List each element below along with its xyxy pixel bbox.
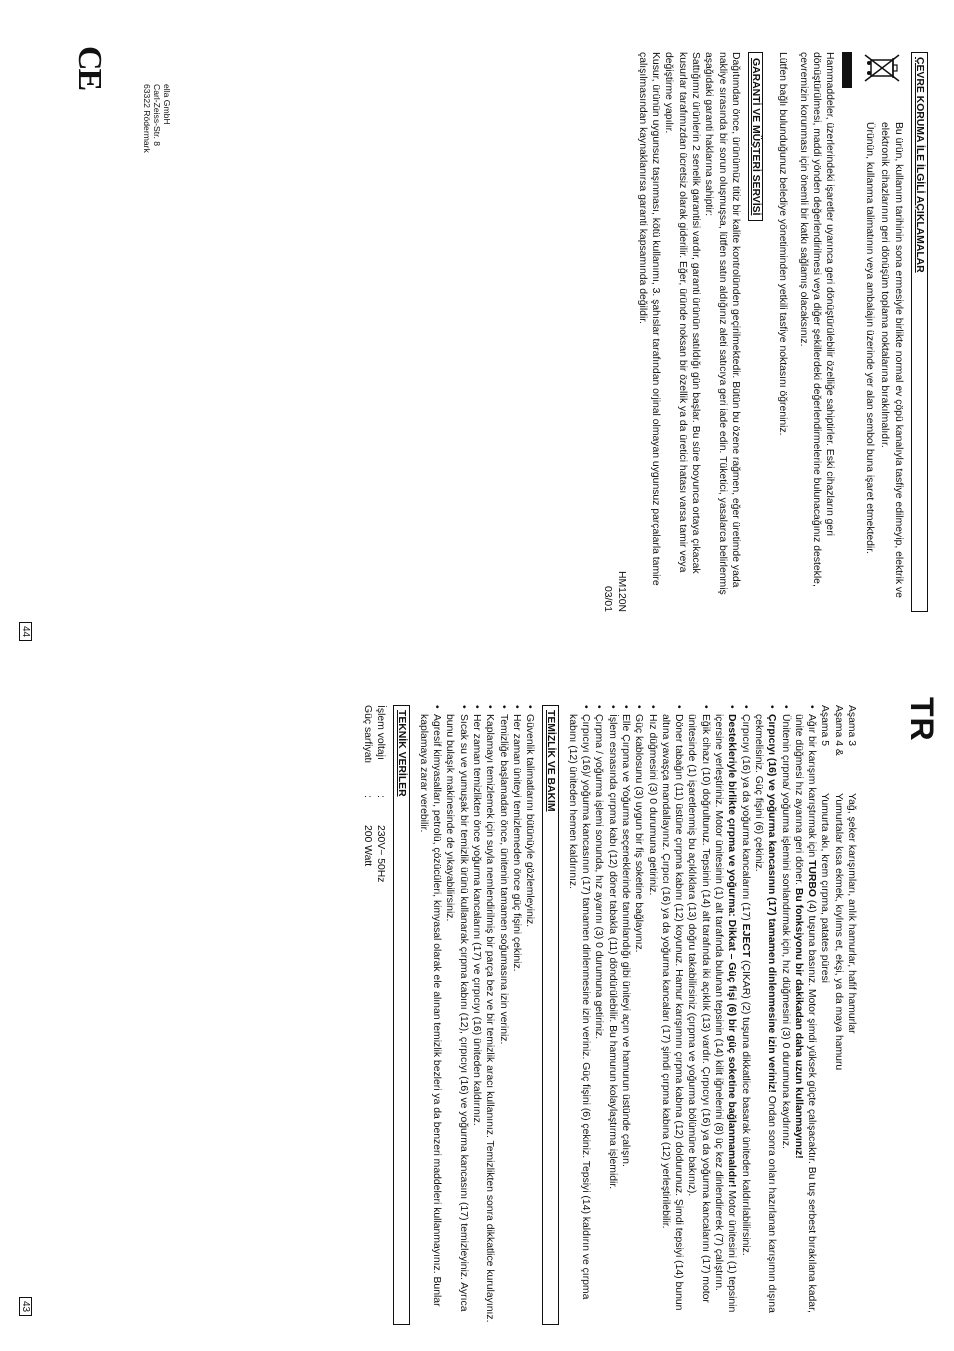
environment-icons: [842, 52, 904, 122]
list-item: • Temizliğe başlamadan önce, ünitenin tamamen soğumasına izin veriniz.: [496, 705, 509, 1325]
company-address: ella GmbH Carl-Zeiss-Str. 8 63322 Rödermark: [142, 84, 172, 153]
step-row: [845, 705, 858, 1325]
section-heading-warranty: GARANTİ VE MÜŞTERİ SERVİSİ: [748, 52, 763, 221]
step-value: Yumurta akı, krem çırpma, patates püresi: [819, 793, 831, 983]
spec-row: İşlem voltajı : 230V~ 50Hz: [375, 705, 387, 883]
list-item: • Sıcak su ve yumuşak bir temizlik ürünü kullanarak çırpma kabını (12), çırpıcıyı (16) ve yoğurma kancasını (17) temizleyiniz. Ayrıca bunu bulaşık makinesinde de yıkayabilirsiniz.: [443, 705, 470, 1325]
page-43: [0, 675, 954, 1351]
step-key: Aşama 5: [819, 705, 831, 747]
list-item: • Her zaman temizlikten önce yoğurma kancalarını (17) ve çırpıcıyı (16) üniteden kaldırınız.: [470, 705, 483, 1325]
list-item: • Agresif kimyasalları, petrolü, çözücüleri, kimyasal olarak ele alınan temizlik bezleri ya da benzeri maddeleri kullanmayınız. Bunlar kaplamaya zarar verebilir.: [417, 705, 444, 1325]
paragraph: Ürünün, kullanma talimatının veya ambalajın üzerinde yer alan sembol buna işaret etmektedir.: [864, 122, 876, 555]
paragraph: Sattığımız ürünlerin 2 senelik garantisi vardır, garanti ürünün satıldığı gün başlar. Bu süre boyunca ortaya çıkacak kusurlar tarafımızdan ücretsiz olarak giderilir. Eğer, üründe noksan bir özellik ya da üretici hatası varsa tamir veya değiştirme yapılır.: [663, 52, 702, 574]
cleaning-list: [417, 705, 537, 1325]
language-code: TR: [904, 697, 940, 742]
environment-block: [842, 52, 904, 612]
info-column: [601, 52, 936, 612]
instruction-list: [565, 705, 818, 1325]
black-bar-icon: [842, 52, 852, 88]
spec-row: Güç sarfiyatı : 200 Watt: [361, 705, 373, 867]
step-key: Aşama 4 &: [832, 705, 844, 756]
model-number: HM120N: [615, 571, 627, 612]
paragraph: Kusur, ürünün uygunsuz taşınması, kötü kullanımı, 3. şahıslar tarafından orjinal olmayan uygunsuz parçalarla tamire çalışılmasından kaynaklanırsa garanti kapsamında değildir.: [636, 52, 662, 586]
crossed-bin-icon: [863, 52, 903, 84]
section-heading-environment: ÇEVRE KORUMA İLE İLGİLİ AÇIKLAMALAR: [911, 52, 928, 612]
step-key: Aşama 3: [846, 705, 857, 747]
model-block: [601, 52, 628, 612]
list-item: • Döner tabağın (11) üstüne çırpma kabını (12) koyunuz. Hamur karışımını çırpma kabına (12) doldurunuz. Şimdi tepsiyi (14) bunun altına yavaşça mandallayınız. Çırpıcı (16) ya da yoğurma kancaları (17) şimdi çırpma kabına (12) yerleştirilebilir.: [659, 705, 686, 1325]
list-item: • Güvenlik talimatlarını bütünüyle gözlemleyiniz.: [523, 705, 536, 1325]
paragraph: Hammaddeler, üzerlerindeki işaretler uyarınca geri dönüştürülebilir özelliğe sahiptirler. Eski cihazların geri dönüştürülmesi, maddi yönden değerlendirilmesi veya diğer şekillerdeki değerlendirmelerine bulunacağınız destekle, çevremizin korunması için önemli bir katkı sağlamış olacaksınız.: [797, 52, 836, 587]
step-value: Yağ, şeker karışımları, anlık hamurlar, hafif hamurlar: [846, 793, 857, 1034]
page-43-content: [0, 675, 954, 1351]
list-item: • İşlem esnasında çırpma kabı (12) döner tabakla (11) döndürülebilir. Bu hamurun kolaylaştırma işlemidir.: [605, 705, 618, 1325]
list-item: • Kaplamayı temizlemek için suyla nemlendirilmiş bir parça bez ve bir temizlik aracı kullanınız. Temizlikten sonra dikkatlice kurulayınız.: [483, 705, 496, 1325]
list-item: • Eğik cihazı (10) doğrultunuz. Tepsinin (14) alt tarafında iki açıklık (13) vardır. Çırpıcıyı (16) ya da yoğurma kancalarını (17) motor ünitesinde (1) işaretlenmiş bu açıklıklara (13) doğru takabilirsiniz (çırpma ve yoğurma bölümüne bakınız).: [685, 705, 712, 1325]
environment-text: [842, 122, 904, 612]
section-heading-technical: TEKNİK VERİLER: [393, 705, 410, 1325]
paragraph: Lütfen bağlı bulunduğunuz belediye yönetiminden yetkili tasfiye noktasını öğreniniz.: [776, 52, 788, 436]
ce-mark-icon: CE: [71, 46, 108, 90]
paragraph: Dağıtımdan önce, ürünümüz titiz bir kalite kontrolünden geçirilmektedir. Bütün bu özene rağmen, eğer üretimde yada nakliye sırasında bir sorun oluşmuşsa, lütfen satın aldığınız aleti satıcıya geri iade edin. Tüketici, yasalarca belirlenmiş aşağıdaki garanti haklarına sahiptir:: [703, 52, 741, 595]
document-code: 03/01: [602, 585, 614, 612]
paragraph: Bu ürün, kullanım tarihinin sona ermesiyle birlikte normal ev çöpü kanalıyla tasfiye edilmeyip, elektrik ve elektronik cihazlarının geri dönüşüm toplama noktalarına bırakılmalıdır.: [879, 122, 904, 598]
list-item: • Çırpıcıyı (16)/ yoğurma kancasının (17) tamamen dinlenmesine izin veriniz. Güç fişini (6) çekiniz. Tepsiyi (14) kaldırın ve çırpma kabını (12) üniteden hemen kaldırınız.: [565, 705, 592, 1325]
list-item: • Çırpıcıyı (16) ve yoğurma kancasının (17) tamamen dinlenmesine izin veriniz! Ondan sonra onları hazırlanan karışımın dışına çekmelisiniz. Güç fişini (6) çekiniz.: [752, 705, 779, 1325]
list-item: • Çırpıcıyı (16) ya da yoğurma kancalarını (17) EJECT (ÇIKAR) (2) tuşuna dikkatlice basarak üniteden kaldırılabilirsiniz.: [738, 705, 751, 1325]
step-row: [818, 705, 831, 1325]
list-item: • Ünitenin çırpma/ yoğurma işlemini sonlandırmak için, hız düğmesini (3) 0 durumuna kaydırınız.: [778, 705, 791, 1325]
instruction-column: [361, 705, 858, 1325]
list-item: • Hız düğmesini (3) 0 durumuna getiriniz.: [645, 705, 658, 1325]
page-number: 44: [19, 622, 32, 641]
list-item: • Her zaman üniteyi temizlemeden önce güç fişini çekiniz.: [510, 705, 523, 1325]
section-heading-cleaning: TEMİZLİK VE BAKIM: [542, 705, 559, 1325]
list-item: • Güç kablosunu (3) uygun bir fiş soketine bağlayınız.: [632, 705, 645, 1325]
page-number: 43: [19, 1297, 32, 1316]
list-item: • Destekleriyle birlikte çırpma ve yoğurma: Dikkat – Güç fişi (6) bir güç soketine bağlanmamalıdır! Motor ünitesini (1) tepsinin içersine yerleştiriniz. Motor ünitesinin (1) alt tarafında bulunan tepsinin (14) kilit iğnelerini (8) üç kez dinlendirerek (7) çalıştırın.: [712, 705, 739, 1325]
step-row: [831, 705, 844, 1325]
list-item: • Çırpma / yoğurma işlemi sonunda, hız ayarını (3) 0 durumuna getiriniz.: [592, 705, 605, 1325]
step-value: Yumurtalar kısa ekmek, kıylıms et, ekşi, ya da maya hamuru: [832, 793, 844, 1071]
list-item: • Elle Çırpma ve Yoğurma seçeneklerinde tanımlandığı gibi üniteyi açın ve hamurun üstünde çalışın.: [619, 705, 632, 1325]
list-item: • Ağır bir karışım karıştırmak için TURBO (4) tuşuna basınız. Motor şimdi yüksek güçte çalışacaktır. Bu tuş serbest bırakılana kadar, ünite düğmesi hız ayarına geri döner. Bu fonksiyonu bir dakikadan daha uzun kullanmayınız!: [792, 705, 819, 1325]
